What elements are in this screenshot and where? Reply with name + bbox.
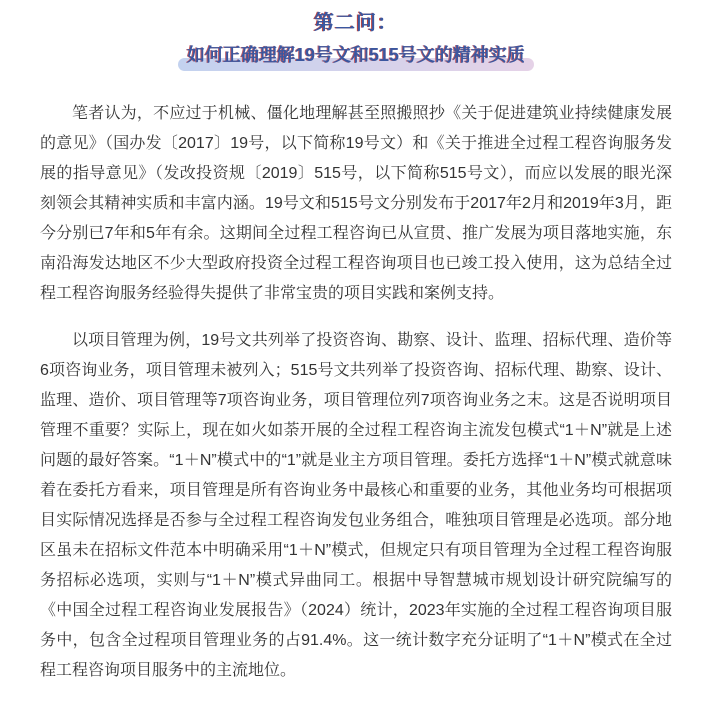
article-header (0, 0, 712, 66)
section-title: 第二问： (314, 12, 398, 34)
subtitle-row (0, 44, 712, 66)
paragraph: 以项目管理为例，19号文共列举了投资咨询、勘察、设计、监理、招标代理、造价等6项咨询业务，项目管理未被列入；515号文共列举了投资咨询、招标代理、勘察、设计、监理、造价、项目管理等7项咨询业务，项目管理位列7项咨询业务之末。这是否说明项目管理不重要？实际上，现在如火如荼开展的全过程工程咨询主流发包模式“1＋N”就是上述问题的最好答案。“1＋N”模式中的“1”就是业主方项目管理。委托方选择“1＋N”模式就意味着在委托方看来，项目管理是所有咨询业务中最核心和重要的业务，其他业务均可根据项目实际情况选择是否参与全过程工程咨询发包业务组合，唯独项目管理是必选项。部分地区虽未在招标文件范本中明确采用“1＋N”模式，但规定只有项目管理为全过程工程咨询服务招标必选项，实则与“1＋N”模式异曲同工。根据中导智慧城市规划设计研究院编写的《中国全过程工程咨询业发展报告》（2024）统计，2023年实施的全过程工程咨询项目服务中，包含全过程项目管理业务的占91.4%。这一统计数字充分证明了“1＋N”模式在全过程工程咨询项目服务中的主流地位。 (40, 332, 672, 679)
paragraph: 笔者认为，不应过于机械、僵化地理解甚至照搬照抄《关于促进建筑业持续健康发展的意见》（国办发〔2017〕19号，以下简称19号文）和《关于推进全过程工程咨询服务发展的指导意见》（发改投资规〔2019〕515号，以下简称515号文），而应以发展的眼光深刻领会其精神实质和丰富内涵。19号文和515号文分别发布于2017年2月和2019年3月，距今分别已7年和5年有余。这期间全过程工程咨询已从宣贯、推广发展为项目落地实施，东南沿海发达地区不少大型政府投资全过程工程咨询项目也已竣工投入使用，这为总结全过程工程咨询服务经验得失提供了非常宝贵的项目实践和案例支持。 (40, 105, 672, 302)
subtitle-text: 如何正确理解19号文和515号文的精神实质 (186, 45, 526, 65)
article-body (40, 99, 672, 686)
section-subtitle (178, 44, 534, 66)
